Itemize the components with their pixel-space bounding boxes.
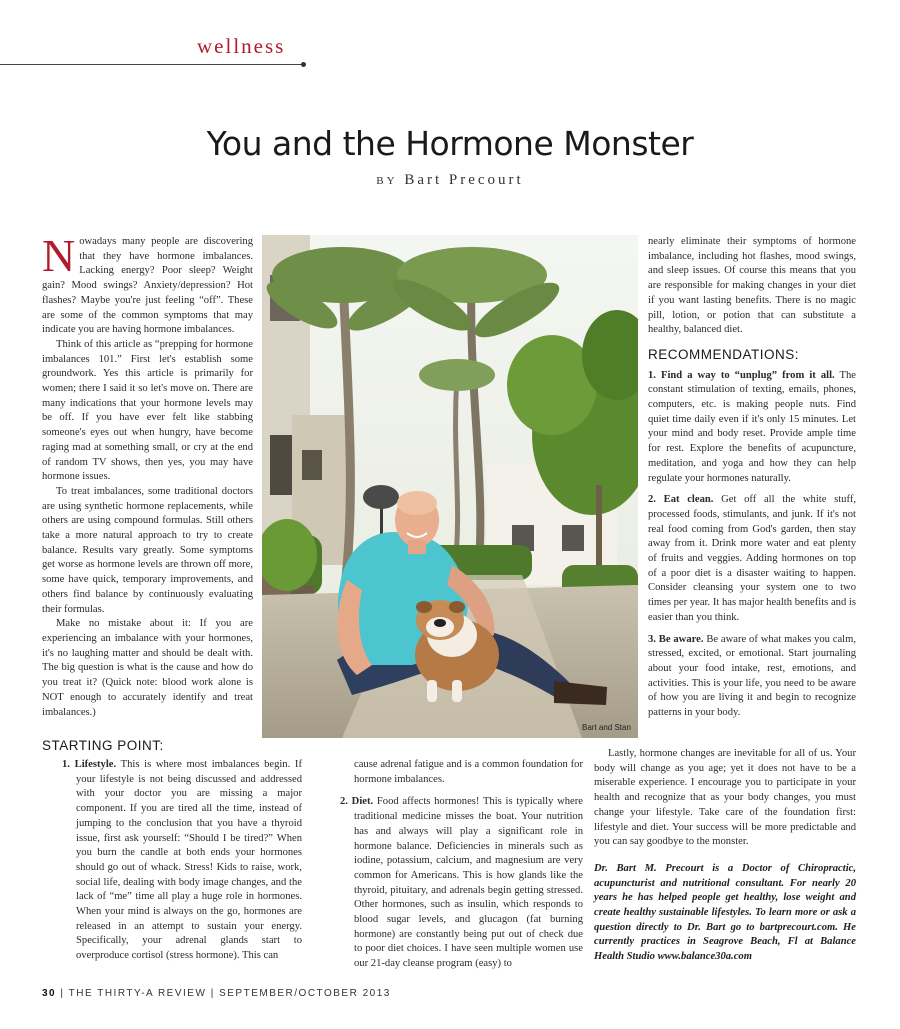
- diet-item: [340, 795, 583, 971]
- starting-point-heading: STARTING POINT:: [42, 738, 164, 753]
- recommendations-heading: RECOMMENDATIONS:: [648, 346, 800, 362]
- footer-separator: |: [60, 988, 69, 999]
- intro-paragraph-4: Make no mistake about it: If you are experiencing an imbalance with your hormones, it's no laughing matter and should be dealt with. The big question is what is the cause and how do you treat it? (Quick note: blood work alone is NOT enough to accurately identify and treat imbalances.): [42, 618, 253, 718]
- intro-paragraph-2: Think of this article as “prepping for hormone imbalances 101.” First let's establish some groundwork. Yes this article is primarily for women; there I said it so let's move on. There are many indications that your hormone levels may be off. If you have ever felt like stabbing someone's eyes out when hungry, have become raging mad at something small, or cry at the end of random TV shows, then yes, you may have hormone issues.: [42, 338, 253, 483]
- recommendation-3: [648, 633, 856, 721]
- lifestyle-continued: cause adrenal fatigue and is a common foundation for hormone imbalances.: [354, 759, 583, 785]
- lifestyle-label: Lifestyle.: [74, 759, 117, 770]
- photo-illustration: [262, 235, 638, 738]
- recommendation-1: [648, 369, 856, 487]
- section-label: wellness: [197, 34, 286, 58]
- closing-paragraph: Lastly, hormone changes are inevitable for all of us. Your body will change as you age; yet it does not have to be a miserable experience. I encourage you to participate in your health and recognize that as your body changes, you must change your lifestyle. Take care of the foundation first: lifestyle and diet. Your success will be more predictable and you can say goodbye to the monster.: [594, 748, 856, 848]
- header-rule: [0, 64, 303, 65]
- recommendation-3-text: Be aware of what makes you calm, stressed, excited, or emotional. Start journaling about your food intake, rest, emotions, and activities. This is your life, you need to be aware of how you are living it and begin to recognize patterns in your body.: [648, 633, 856, 719]
- issue-date: SEPTEMBER/OCTOBER 2013: [219, 988, 391, 999]
- intro-paragraph-1: [42, 230, 253, 338]
- recommendation-2-label: 2. Eat clean.: [648, 494, 714, 506]
- lifestyle-number: 1.: [62, 759, 70, 770]
- recommendation-2-text: Get off all the white stuff, processed foods, stimulants, and junk. If it's not real food coming from God's garden, then stay away from it. Drink more water and eat plenty of fruits and veggies. Adding hormones on top of a poor diet is a disaster waiting to happen. Consider cleansing your system one to two times per year. It has major health benefits and is easier than you think.: [648, 494, 856, 623]
- publication-name: THE THIRTY-A REVIEW: [68, 988, 207, 999]
- footer-separator-2: |: [210, 988, 220, 999]
- byline: [0, 172, 900, 189]
- byline-prefix: BY: [376, 175, 398, 187]
- diet-label: Diet.: [351, 796, 374, 808]
- photo-caption: Bart and Stan: [582, 723, 631, 732]
- author-name: Bart Precourt: [404, 172, 524, 188]
- intro-column: [42, 230, 253, 720]
- recommendation-2: [648, 493, 856, 625]
- lifestyle-item: [62, 758, 302, 964]
- right-column: [648, 235, 856, 721]
- recommendation-1-text: The constant stimulation of texting, emails, phones, computers, etc. is making people nuts. Find quiet time daily even if it's only 15 minutes. Let your mind and body reset. Provide ample time for rest. Explore the benefits of acupuncture, meditation, and yoga and how they can help regulate your hormones naturally.: [648, 369, 857, 484]
- drop-cap: N: [42, 230, 76, 281]
- diet-column: [340, 758, 583, 972]
- recommendation-3-label: 3. Be aware.: [648, 633, 704, 645]
- right-paragraph-1: nearly eliminate their symptoms of hormone imbalance, including hot flashes, mood swings, and sleep issues. Of course this means that you are responsible for making changes in your diet if you want lasting benefits. There is no magic pill, lotion, or potion that can substitute a healthy, balanced diet.: [648, 236, 856, 336]
- diet-text: Food affects hormones! This is typically where traditional medicine misses the boat. Your nutrition has and always will play a significant role in hormone balance. Deficiencies in minerals such as iodine, potassium, calcium, and magnesium are very common for Americans. This is how glands like the thyroid, pituitary, and adrenals begin getting stressed. Other hormones, such as insulin, which responds to blood sugar levels, and glucagon (fat burning hormone) are constantly being put out of check due to poor diet choices. I have seen multiple women use our 21-day cleanse program (easy) to: [354, 796, 583, 970]
- lifestyle-text: This is where most imbalances begin. If your lifestyle is not being discussed and addressed with your doctor you are missing a major component. If you are tired all the time, instead of jumping to the conclusion that you have a thyroid issue, first ask yourself: “Should I be tired?” When you burn the candle at both ends your hormones should go out of whack. Stress! Kids to raise, work, social life, dealing with body image changes, and the lack of “me” time all play a huge role in hormones. When your mind is always on the go, hormones are released in an attempt to sustain your energy. Specifically, your adrenal glands start to overproduce cortisol (stress hormone). This can: [76, 759, 302, 962]
- page-footer: [42, 988, 391, 999]
- intro-paragraph-3: To treat imbalances, some traditional doctors are using synthetic hormone replacements, while others are using compound formulas. Still others take a more natural approach to try to create balance. Results vary greatly. Some symptoms get worse as hormone levels are thrown off more, some have quick, temporary improvements, and others find balance by continuously evaluating their formulas.: [42, 485, 253, 615]
- diet-number: 2.: [340, 796, 348, 808]
- author-bio: Dr. Bart M. Precourt is a Doctor of Chiropractic, acupuncturist and nutritional consultant. For nearly 20 years he has helped people get healthy, lose weight and create healthy sustainable lifestyles. To learn more or ask a question directly to Dr. Bart go to bartprecourt.com. He currently practices in Seagrove Beach, Fl at Balance Health Studio www.balance30a.com: [594, 862, 856, 963]
- intro-text-1: owadays many people are discovering that they have hormone imbalances. Lacking energy? Poor sleep? Weight gain? Mood swings? Anxiety/depression? Hot flashes? Maybe you're just feeling “off”. These are some of the common symptoms that may indicate you are having hormone imbalances.: [42, 236, 253, 336]
- lifestyle-column: [62, 758, 302, 964]
- article-photo: [262, 235, 638, 738]
- closing-column: [594, 747, 856, 965]
- recommendation-1-label: 1. Find a way to “unplug” from it all.: [648, 369, 835, 381]
- article-title: You and the Hormone Monster: [206, 124, 694, 163]
- header-rule-dot: [301, 62, 306, 67]
- page-number: 30: [42, 988, 57, 999]
